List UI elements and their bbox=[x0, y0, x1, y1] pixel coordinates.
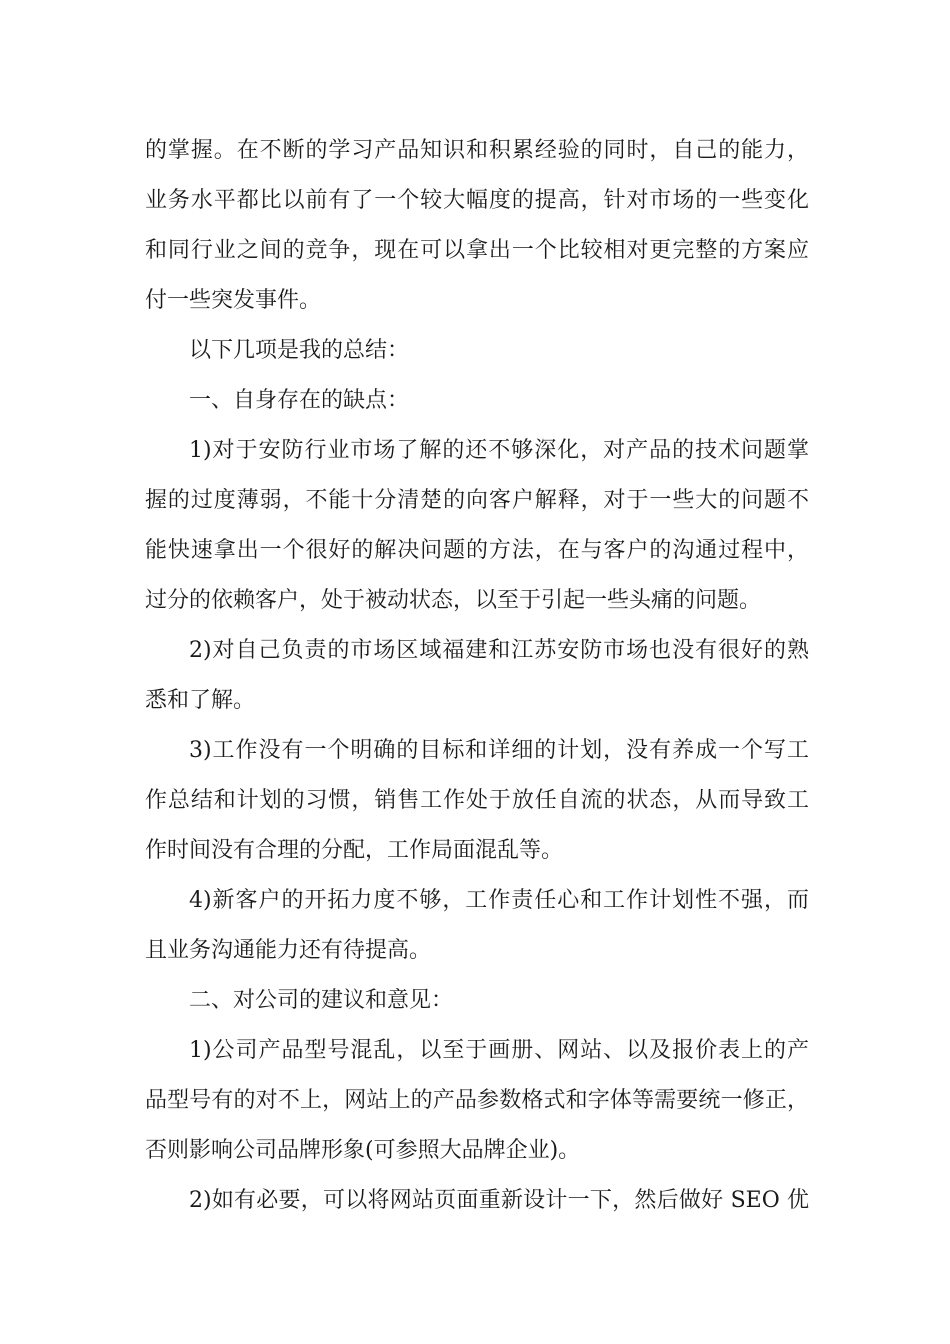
text-line: 付一些突发事件。 bbox=[145, 288, 322, 313]
text-line: 1)对于安防行业市场了解的还不够深化，对产品的技术问题掌 bbox=[189, 438, 809, 463]
text-line: 否则影响公司品牌形象(可参照大品牌企业)。 bbox=[145, 1138, 581, 1163]
text-line: 握的过度薄弱，不能十分清楚的向客户解释，对于一些大的问题不 bbox=[145, 488, 809, 513]
document-body bbox=[145, 126, 809, 1226]
text-line: 且业务沟通能力还有待提高。 bbox=[145, 938, 432, 963]
text-line: 的掌握。在不断的学习产品知识和积累经验的同时，自己的能力， bbox=[145, 138, 809, 163]
text-line: 3)工作没有一个明确的目标和详细的计划，没有养成一个写工 bbox=[189, 738, 809, 763]
text-line: 悉和了解。 bbox=[145, 688, 256, 713]
text-line: 2)如有必要，可以将网站页面重新设计一下，然后做好 SEO 优 bbox=[189, 1188, 809, 1213]
text-line: 作时间没有合理的分配，工作局面混乱等。 bbox=[145, 838, 564, 863]
section-heading: 二、对公司的建议和意见： bbox=[189, 988, 454, 1013]
section-heading: 一、自身存在的缺点： bbox=[189, 388, 410, 413]
text-line: 能快速拿出一个很好的解决问题的方法，在与客户的沟通过程中， bbox=[145, 538, 809, 563]
text-line: 2)对自己负责的市场区域福建和江苏安防市场也没有很好的熟 bbox=[189, 638, 809, 663]
text-line: 4)新客户的开拓力度不够，工作责任心和工作计划性不强，而 bbox=[189, 888, 809, 913]
text-line: 1)公司产品型号混乱，以至于画册、网站、以及报价表上的产 bbox=[189, 1038, 809, 1063]
text-line: 业务水平都比以前有了一个较大幅度的提高，针对市场的一些变化 bbox=[145, 188, 809, 213]
text-line: 品型号有的对不上，网站上的产品参数格式和字体等需要统一修正， bbox=[145, 1088, 809, 1113]
text-line: 作总结和计划的习惯，销售工作处于放任自流的状态，从而导致工 bbox=[145, 788, 809, 813]
text-line: 和同行业之间的竞争，现在可以拿出一个比较相对更完整的方案应 bbox=[145, 238, 809, 263]
text-line: 以下几项是我的总结： bbox=[189, 338, 410, 363]
text-line: 过分的依赖客户，处于被动状态，以至于引起一些头痛的问题。 bbox=[145, 588, 762, 613]
